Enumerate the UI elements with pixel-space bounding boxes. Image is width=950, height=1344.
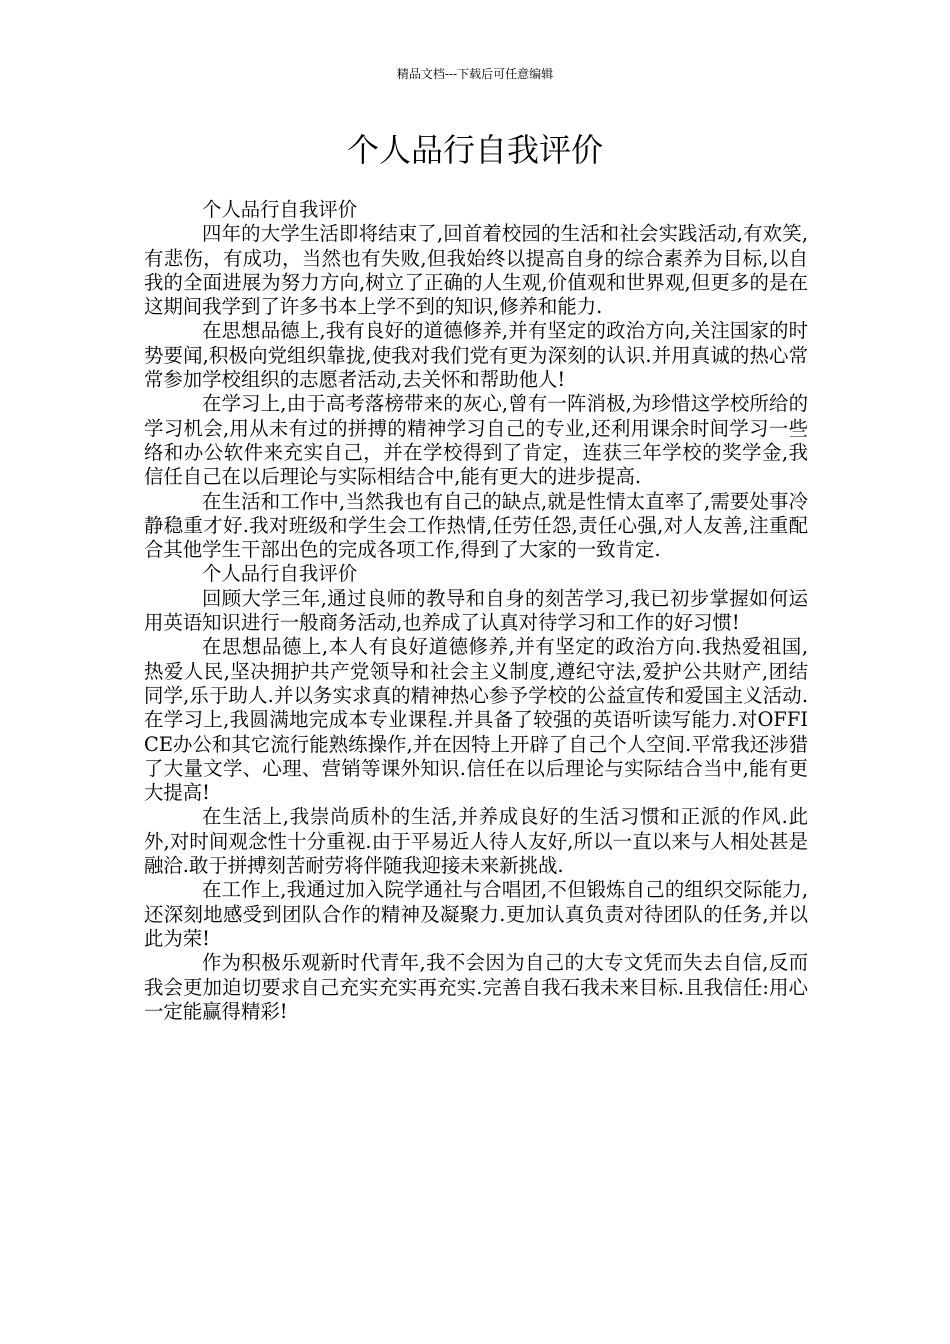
body-paragraph-4: 在学习上,由于高考落榜带来的灰心,曾有一阵消极,为珍惜这学校所给的学习机会,用从未有过的拼搏的精神学习自己的专业,还利用课余时间学习一些络和办公软件来充实自己，并在学校得到了肯定，连获三年学校的奖学金,我信任自己在以后理论与实际相结合中,能有更大的进步提高. (144, 392, 808, 489)
body-paragraph-1: 个人品行自我评价 (202, 198, 358, 221)
document-body (144, 198, 808, 1024)
body-paragraph-11: 作为积极乐观新时代青年,我不会因为自己的大专文凭而失去自信,反而我会更加迫切要求自己充实充实再充实.完善自我石我未来目标.且我信任:用心一定能赢得精彩! (144, 951, 808, 1023)
body-paragraph-5: 在生活和工作中,当然我也有自己的缺点,就是性情太直率了,需要处事冷静稳重才好.我对班级和学生会工作热情,任劳任怨,责任心强,对人友善,注重配合其他学生干部出色的完成各项工作,得到了大家的一致肯定. (144, 489, 808, 562)
body-paragraph-8: 在思想品德上,本人有良好道德修养,并有坚定的政治方向.我热爱祖国,热爱人民,坚决拥护共产党领导和社会主义制度,遵纪守法,爱护公共财产,团结同学,乐于助人.并以务实求真的精神热心参予学校的公益宣传和爱国主义活动. 在学习上,我圆满地完成本专业课程.并具备了较强的英语听读写能力.对OFFICE办公和其它流行能熟练操作,并在因特上开辟了自己个人空间.平常我还涉猎了大量文学、心理、营销等课外知识.信任在以后理论与实际结合当中,能有更大提高! (144, 635, 808, 805)
body-paragraph-7: 回顾大学三年,通过良师的教导和自身的刻苦学习,我已初步掌握如何运用英语知识进行一般商务活动,也养成了认真对待学习和工作的好习惯! (144, 586, 808, 635)
body-paragraph-9: 在生活上,我崇尚质朴的生活,并养成良好的生活习惯和正派的作风.此外,对时间观念性十分重视.由于平易近人待人友好,所以一直以来与人相处甚是融洽.敢于拼搏刻苦耐劳将伴随我迎接未来新挑战. (144, 805, 808, 878)
body-paragraph-3: 在思想品德上,我有良好的道德修养,并有坚定的政治方向,关注国家的时势要闻,积极向党组织靠拢,使我对我们党有更为深刻的认识.并用真诚的热心常常参加学校组织的志愿者活动,去关怀和帮助他人! (144, 319, 808, 392)
body-paragraph-2: 四年的大学生活即将结束了,回首着校园的生活和社会实践活动,有欢笑,有悲伤，有成功，当然也有失败,但我始终以提高自身的综合素养为目标,以自我的全面进展为努力方向,树立了正确的人生观,价值观和世界观,但更多的是在这期间我学到了许多书本上学不到的知识,修养和能力. (144, 222, 808, 319)
page-header-note: 精品文档---下载后可任意编辑 (396, 67, 554, 81)
body-paragraph-6: 个人品行自我评价 (202, 562, 358, 586)
body-paragraph-10: 在工作上,我通过加入院学通社与合唱团,不但锻炼自己的组织交际能力,还深刻地感受到团队合作的精神及凝聚力.更加认真负责对待团队的任务,并以此为荣! (144, 878, 808, 950)
document-title: 个人品行自我评价 (346, 131, 603, 169)
